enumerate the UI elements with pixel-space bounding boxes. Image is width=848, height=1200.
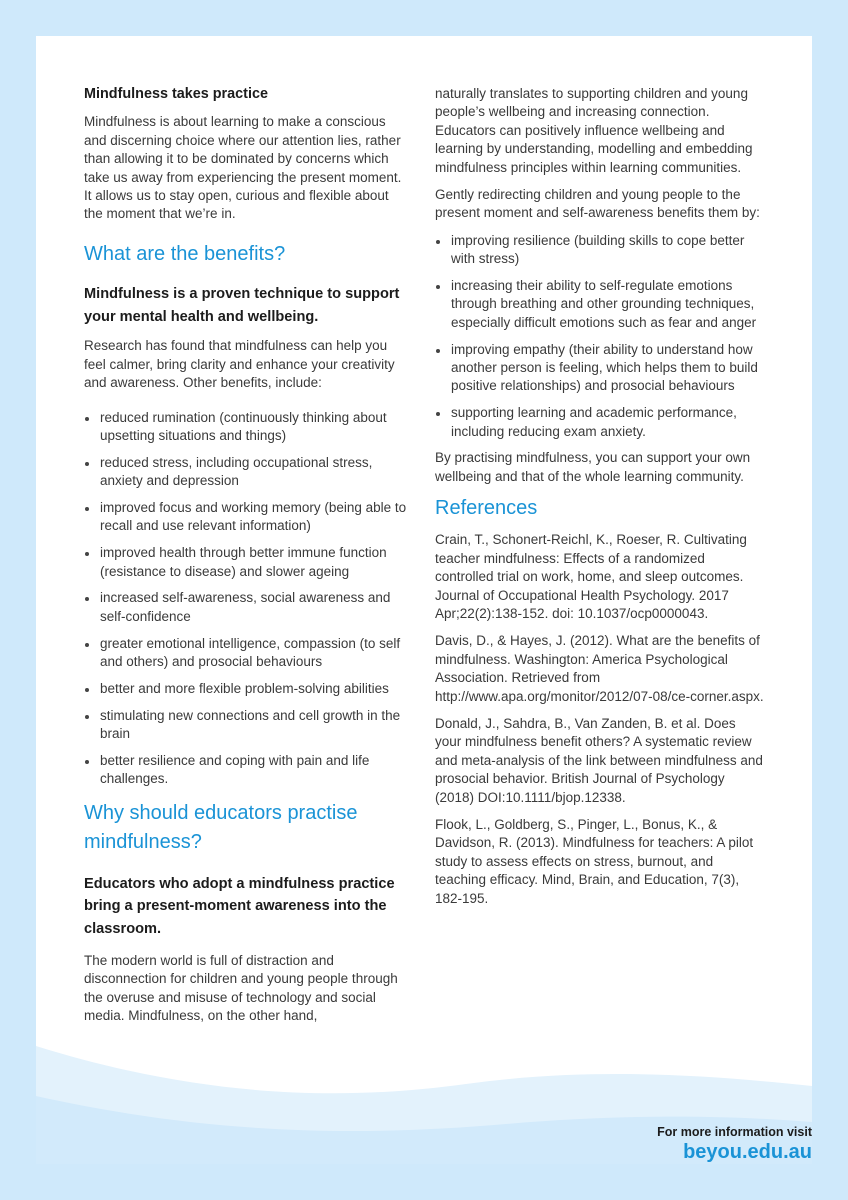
list-item: supporting learning and academic performance, including reducing exam anxiety. xyxy=(435,404,765,441)
list-item: increased self-awareness, social awareness and self-confidence xyxy=(84,589,410,626)
list-item: reduced stress, including occupational stress, anxiety and depression xyxy=(84,454,410,491)
redirect-text: Gently redirecting children and young people to the present moment and self-awareness benefits them by: xyxy=(435,187,760,221)
page xyxy=(36,36,812,1164)
closing-text: By practising mindfulness, you can support your own wellbeing and that of the whole learning community. xyxy=(435,450,751,484)
list-item: better resilience and coping with pain and life challenges. xyxy=(84,752,410,789)
list-item: reduced rumination (continuously thinking about upsetting situations and things) xyxy=(84,409,410,446)
right-column xyxy=(435,85,765,908)
footer-url-link[interactable]: beyou.edu.au xyxy=(683,1141,812,1163)
left-column xyxy=(84,85,410,1026)
reference-item: Flook, L., Goldberg, S., Pinger, L., Bonus, K., & Davidson, R. (2013). Mindfulness for teachers: A pilot study to assess effects on stress, burnout, and teaching efficacy. Mind, Brain, and Education, 7(3), 182-195. xyxy=(435,816,754,906)
benefits-intro: Research has found that mindfulness can help you feel calmer, bring clarity and enhance your creativity and awareness. Other benefits, include: xyxy=(84,338,395,391)
practice-text: Mindfulness is about learning to make a conscious and discerning choice where our attention lies, rather than allowing it to be dominated by concerns which take us away from experiencing the present moment. It allows us to stay open, curious and flexible about the moment that we’re in. xyxy=(84,114,402,222)
reference-item: Davis, D., & Hayes, J. (2012). What are the benefits of mindfulness. Washington: America Psychological Association. Retrieved from http://www.apa.org/monitor/2012/07-08/ce-corner.aspx. xyxy=(435,633,764,704)
benefits-list xyxy=(84,409,410,789)
continued-text: naturally translates to supporting children and young people’s wellbeing and increasing connection. Educators can positively influence wellbeing and learning by understanding, modelling and embedding mindfulness principles within learning communities. xyxy=(435,86,753,175)
list-item: greater emotional intelligence, compassion (to self and others) and prosocial behaviours xyxy=(84,635,410,672)
benefits-heading: What are the benefits? xyxy=(84,242,286,265)
educators-text: The modern world is full of distraction and disconnection for children and young people through the overuse and misuse of technology and social media. Mindfulness, on the other hand, xyxy=(84,953,398,1024)
list-item: stimulating new connections and cell growth in the brain xyxy=(84,707,410,744)
list-item: improving empathy (their ability to understand how another person is feeling, which helps them to build positive relationships) and prosocial behaviours xyxy=(435,341,765,396)
references-heading: References xyxy=(435,497,538,520)
educators-lead: Educators who adopt a mindfulness practice bring a present-moment awareness into the classroom. xyxy=(84,875,395,938)
footer xyxy=(657,1124,812,1164)
educators-heading: Why should educators practise mindfulness? xyxy=(84,801,358,853)
footer-label: For more information visit xyxy=(657,1125,812,1139)
list-item: improving resilience (building skills to cope better with stress) xyxy=(435,232,765,269)
list-item: improved health through better immune function (resistance to disease) and slower ageing xyxy=(84,544,410,581)
reference-item: Donald, J., Sahdra, B., Van Zanden, B. et al. Does your mindfulness benefit others? A systematic review and meta-analysis of the link between mindfulness and prosocial behavior. British Journal of Psychology (2018) DOI:10.1111/bjop.12338. xyxy=(435,715,763,805)
benefits-lead: Mindfulness is a proven technique to support your mental health and wellbeing. xyxy=(84,285,400,325)
redirect-list xyxy=(435,232,765,441)
practice-heading: Mindfulness takes practice xyxy=(84,86,268,102)
list-item: better and more flexible problem-solving abilities xyxy=(84,680,410,698)
list-item: increasing their ability to self-regulate emotions through breathing and other grounding techniques, especially difficult emotions such as fear and anger xyxy=(435,277,765,332)
reference-item: Crain, T., Schonert-Reichl, K., Roeser, R. Cultivating teacher mindfulness: Effects of a randomized controlled trial on work, home, and sleep outcomes. Journal of Occupational Health Psychology. 2017 Apr;22(2):138-152. doi: 10.1037/ocp0000043. xyxy=(435,532,747,621)
list-item: improved focus and working memory (being able to recall and use relevant information) xyxy=(84,499,410,536)
